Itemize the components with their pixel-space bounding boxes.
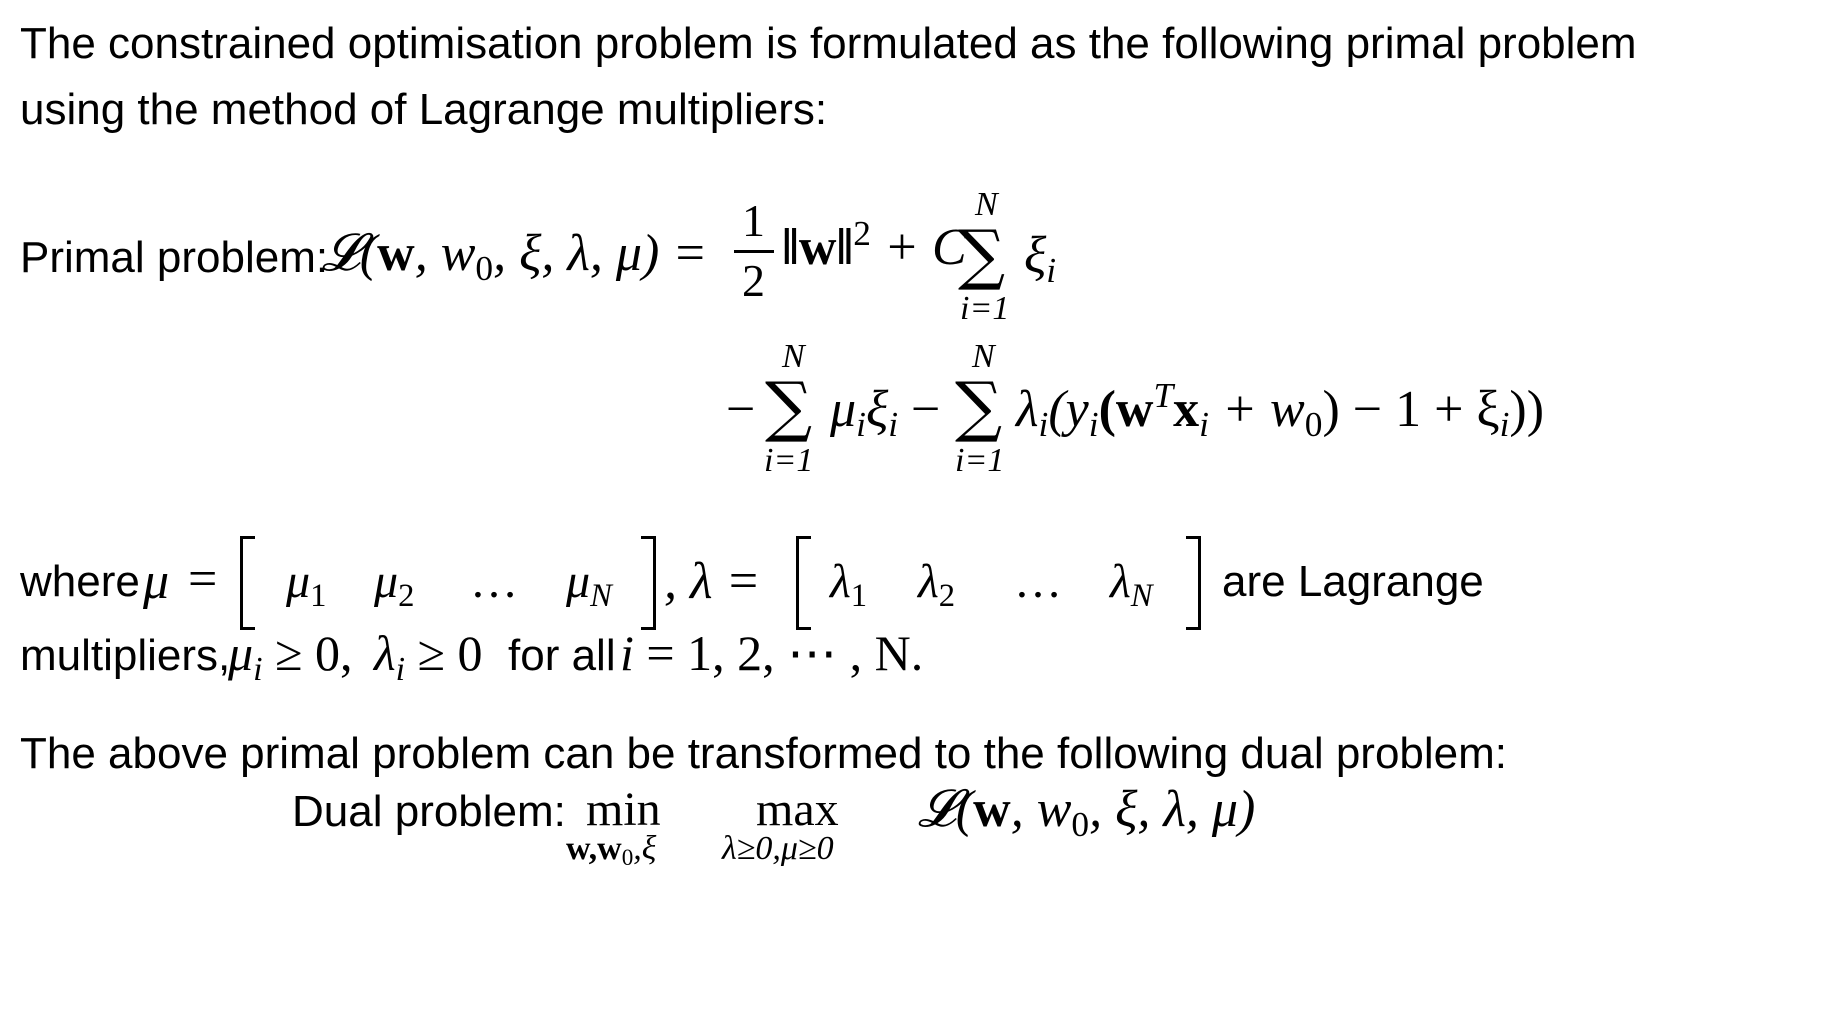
sum3-close: )) — [1509, 381, 1545, 438]
sum3-xi-sub: i — [1499, 403, 1510, 444]
lambda-vec-n: λN — [1110, 555, 1153, 615]
primal-args-tail: , ξ, λ, μ) = — [493, 225, 708, 282]
sum3-body — [1016, 374, 1545, 444]
sum2-bottom: i=1 — [764, 442, 814, 479]
primal-label: Primal problem: — [20, 233, 329, 282]
dual-max-under: λ≥0,μ≥0 — [722, 830, 834, 867]
mu-bracket-right — [641, 536, 656, 630]
dual-intro: The above primal problem can be transformed to the following dual problem: — [20, 729, 1508, 778]
sum3-y-sub: i — [1088, 403, 1099, 444]
sum3-top: N — [972, 338, 995, 375]
sum1-xi: ξ — [1024, 227, 1047, 284]
for-all: for all — [508, 631, 616, 680]
mid-minus: − — [898, 381, 941, 438]
intro-line-2: using the method of Lagrange multipliers: — [20, 85, 828, 134]
primal-args-sub: 0 — [475, 247, 494, 288]
norm-w: ‖w‖ — [782, 219, 854, 276]
sum1-top: N — [975, 186, 998, 223]
multipliers-word: multipliers, — [20, 631, 231, 680]
norm-sup: 2 — [853, 212, 871, 253]
sum1-bottom: i=1 — [960, 290, 1010, 327]
dual-min-under: w,w0,ξ — [566, 830, 657, 872]
cond-range: i = 1, 2, ⋯ , N. — [620, 625, 924, 681]
primal-norm — [782, 212, 967, 276]
primal-w: w — [377, 225, 415, 282]
intro-line-1: The constrained optimisation problem is formulated as the following primal problem — [20, 19, 1637, 68]
sum1-xi-sub: i — [1046, 249, 1057, 290]
cond-mu: μi ≥ 0, — [228, 625, 353, 688]
primal-lhs — [322, 225, 708, 288]
lambda-vec-2: λ2 — [918, 555, 956, 615]
frac-denominator: 2 — [742, 255, 765, 306]
where-word: where — [20, 557, 140, 606]
sum1-body — [1024, 227, 1057, 290]
sum3-y: (y — [1048, 381, 1089, 438]
sum3-w0-sub: 0 — [1304, 403, 1323, 444]
sum3-x-sub: i — [1199, 403, 1209, 444]
lambda-vec-1: λ1 — [830, 555, 868, 615]
sum3-w: (w — [1098, 381, 1154, 438]
are-lagrange: are Lagrange — [1222, 557, 1484, 606]
mu-vec-2: μ2 — [374, 555, 415, 615]
sum3-w-sup: T — [1153, 374, 1174, 415]
sum3-x: x — [1173, 381, 1200, 438]
sum3-lambda: λ — [1016, 381, 1039, 438]
sum3-sigma: ∑ — [955, 368, 1003, 445]
sum3-tail: ) − 1 + ξ — [1322, 381, 1500, 438]
sum2-body — [830, 381, 941, 444]
sum2-sigma: ∑ — [765, 368, 813, 445]
lagrangian-symbol: 𝓛( — [322, 225, 378, 282]
sum2-mu-sub: i — [856, 403, 866, 444]
plus-c: + C — [870, 219, 967, 276]
mu-vec-n: μN — [566, 555, 612, 615]
sum2-top: N — [782, 338, 805, 375]
mu-vec-ellipsis: … — [470, 555, 518, 608]
sum2-mu: μ — [830, 381, 857, 438]
dual-objective: 𝓛(w, w0, ξ, λ, μ) — [918, 781, 1256, 844]
cond-lambda: λi ≥ 0 — [374, 625, 483, 688]
lambda-bracket-right — [1186, 536, 1201, 630]
sum3-bottom: i=1 — [955, 442, 1005, 479]
dual-label: Dual problem: — [292, 787, 566, 836]
sum3-lambda-sub: i — [1038, 403, 1049, 444]
sum2-xi-sub: i — [888, 403, 899, 444]
dual-min: min — [586, 783, 661, 836]
frac-numerator: 1 — [742, 195, 765, 246]
sum3-w0: + w — [1208, 381, 1305, 438]
lambda-vec-ellipsis: … — [1014, 555, 1062, 608]
where-eq1: = — [188, 551, 218, 608]
sum1-sigma: ∑ — [958, 216, 1006, 293]
mu-bracket-left — [240, 536, 255, 630]
sum2-xi: ξ — [865, 381, 889, 438]
mu-vec-1: μ1 — [286, 555, 327, 615]
where-mu: μ — [143, 553, 170, 610]
line2-minus: − — [726, 381, 756, 438]
dual-max: max — [756, 783, 839, 836]
primal-args: , w — [414, 225, 476, 282]
lambda-bracket-left — [796, 536, 811, 630]
comma-lambda: , λ = — [664, 553, 761, 610]
frac-bar — [734, 250, 774, 253]
